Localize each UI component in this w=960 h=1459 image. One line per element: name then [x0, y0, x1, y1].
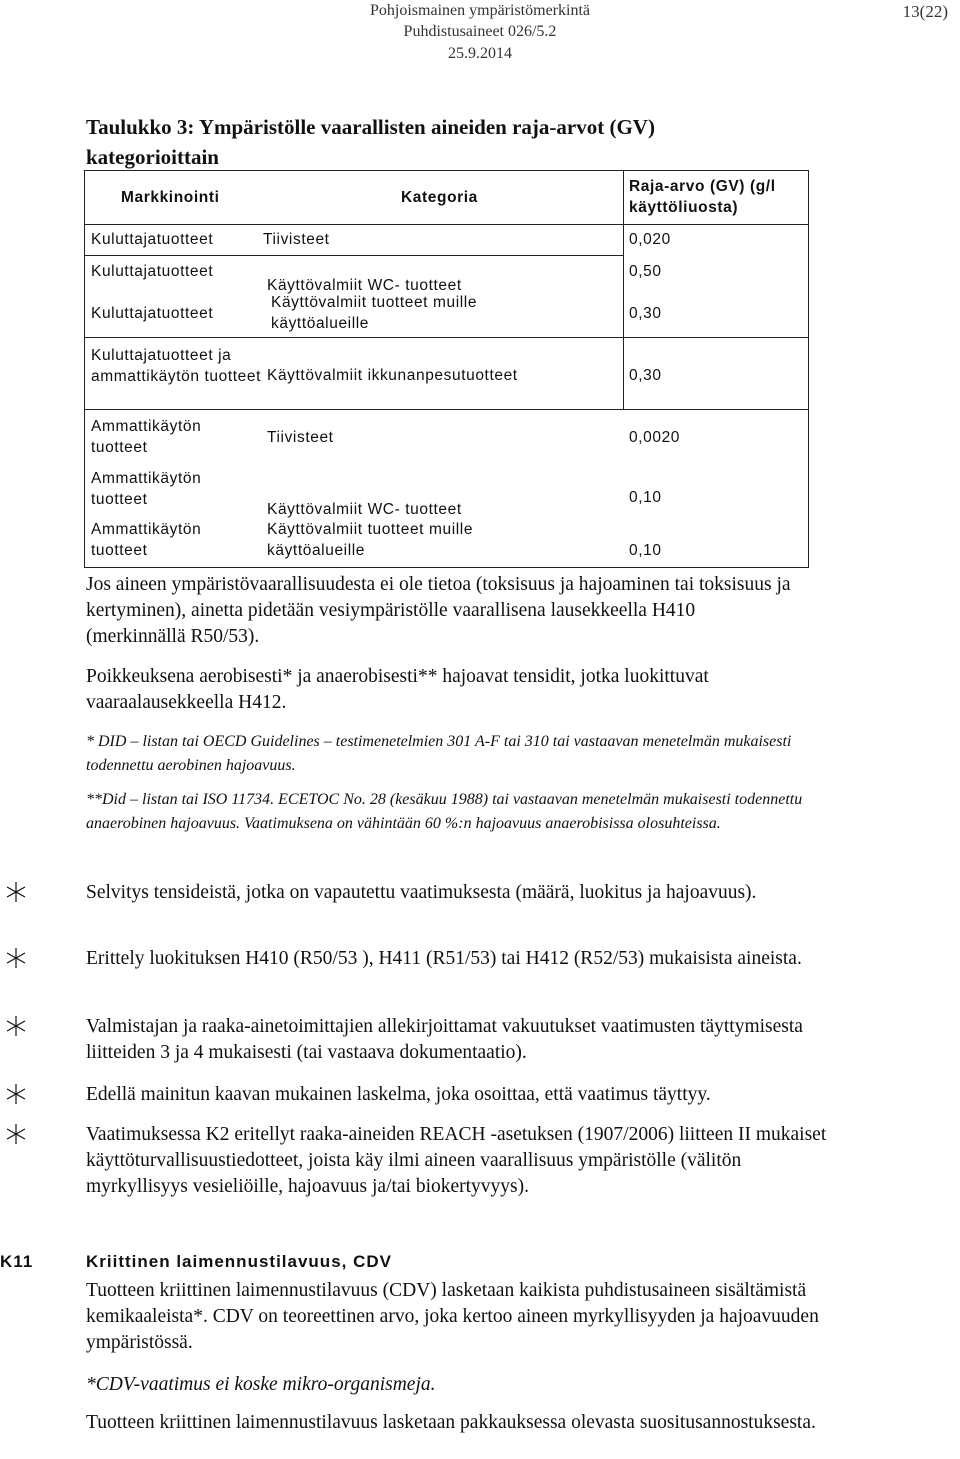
row1-raja-arvo: 0,020 — [629, 231, 671, 248]
limit-values-table — [84, 170, 809, 568]
table-row-divider — [85, 255, 624, 256]
row5-kategoria: Tiivisteet — [267, 429, 334, 446]
footnote-anaerobic: **Did – listan tai ISO 11734. ECETOC No. 28 (kesäkuu 1988) tai vastaavan menetelmän mukaisesti todennettu anaerobinen hajoavuus. Vaatimuksena on vähintään 60 %:n hajoavuus anaerobisissa olosuhteissa. — [86, 791, 803, 832]
table-row-divider — [85, 337, 808, 338]
requirement-text: Selvitys tensideistä, jotka on vapautettu vaatimuksesta (määrä, luokitus ja hajoavuus). — [86, 882, 757, 903]
paragraph-surfactant-exception: Poikkeuksena aerobisesti* ja anaerobisesti** hajoavat tensidit, jotka luokittuvat vaaraalausekkeella H412. — [86, 666, 709, 713]
asterisk-bullet-icon — [4, 946, 28, 970]
row5-markkinointi: Ammattikäytön tuotteet — [91, 418, 202, 456]
row2-raja-arvo: 0,50 — [629, 263, 662, 280]
row7-kategoria: Käyttövalmiit tuotteet muille käyttöalueille — [267, 521, 474, 559]
requirement-text: Vaatimuksessa K2 eritellyt raaka-aineiden REACH -asetuksen (1907/2006) liitteen II mukaiset käyttöturvallisuustiedotteet, joista käy ilmi aineen vaarallisuus ympäristölle (välitön myrkyllisyys vesieliöille, hajoavuus ja/tai biokertyvyys). — [86, 1124, 827, 1197]
page-number: 13(22) — [902, 2, 948, 21]
requirement-text: Valmistajan ja raaka-ainetoimittajien allekirjoittamat vakuutukset vaatimusten täyttymisesta liitteiden 3 ja 4 mukaisesti (tai vastaava dokumentaatio). — [86, 1016, 803, 1063]
row3-kategoria: Käyttövalmiit tuotteet muille käyttöalueille — [271, 294, 478, 332]
row7-markkinointi: Ammattikäytön tuotteet — [91, 521, 202, 559]
row4-markkinointi: Kuluttajatuotteet ja ammattikäytön tuotteet — [91, 347, 262, 385]
row2-markkinointi: Kuluttajatuotteet — [91, 263, 214, 280]
row2-kategoria: Käyttövalmiit WC- tuotteet — [267, 277, 462, 294]
row3-markkinointi: Kuluttajatuotteet — [91, 305, 214, 322]
requirement-text: Erittely luokituksen H410 (R50/53 ), H411 (R51/53) tai H412 (R52/53) mukaisista aineista. — [86, 948, 802, 969]
asterisk-bullet-icon — [4, 880, 28, 904]
row6-kategoria: Käyttövalmiit WC- tuotteet — [267, 501, 462, 518]
table-header-divider — [85, 224, 808, 225]
row1-kategoria: Tiivisteet — [263, 231, 330, 248]
table-row-divider — [85, 409, 808, 410]
requirement-text: Edellä mainitun kaavan mukainen laskelma, joka osoittaa, että vaatimus täyttyy. — [86, 1084, 711, 1105]
section-paragraph-cdv: Tuotteen kriittinen laimennustilavuus (CDV) lasketaan kaikista puhdistusaineen sisältämistä kemikaaleista*. CDV on teoreettinen arvo, joka kertoo aineen myrkyllisyyden ja hajoavuuden ympäristössä. — [86, 1280, 819, 1353]
section-paragraph-calculation: Tuotteen kriittinen laimennustilavuus lasketaan pakkauksessa olevasta suositusannostuksesta. — [86, 1412, 816, 1433]
row4-kategoria: Käyttövalmiit ikkunanpesutuotteet — [267, 367, 518, 384]
header-line-date: 25.9.2014 — [448, 45, 512, 62]
asterisk-bullet-icon — [4, 1122, 28, 1146]
footnote-aerobic: * DID – listan tai OECD Guidelines – testimenetelmien 301 A-F tai 310 tai vastaavan menetelmän mukaisesti todennettu aerobinen hajoavuus. — [86, 733, 792, 774]
row4-raja-arvo: 0,30 — [629, 367, 662, 384]
row5-raja-arvo: 0,0020 — [629, 429, 681, 446]
table-title: Taulukko 3: Ympäristölle vaarallisten aineiden raja-arvot (GV) kategorioittain — [86, 115, 655, 169]
header-kategoria: Kategoria — [401, 189, 478, 206]
asterisk-bullet-icon — [4, 1014, 28, 1038]
table-column-divider — [623, 171, 624, 409]
row1-markkinointi: Kuluttajatuotteet — [91, 231, 214, 248]
row7-raja-arvo: 0,10 — [629, 542, 662, 559]
header-line-document: Puhdistusaineet 026/5.2 — [403, 23, 557, 40]
section-code: K11 — [0, 1252, 34, 1271]
header-markkinointi: Markkinointi — [121, 189, 220, 206]
header-raja-arvo: Raja-arvo (GV) (g/l käyttöliuosta) — [629, 178, 776, 216]
header-line-organization: Pohjoismainen ympäristömerkintä — [370, 2, 590, 19]
section-title: Kriittinen laimennustilavuus, CDV — [86, 1252, 392, 1271]
asterisk-bullet-icon — [4, 1082, 28, 1106]
row3-raja-arvo: 0,30 — [629, 305, 662, 322]
section-note-cdv: *CDV-vaatimus ei koske mikro-organismeja. — [86, 1374, 436, 1395]
row6-raja-arvo: 0,10 — [629, 489, 662, 506]
paragraph-environmental-hazard: Jos aineen ympäristövaarallisuudesta ei ole tietoa (toksisuus ja hajoaminen tai toksisuus ja kertyminen), ainetta pidetään vesiympäristölle vaarallisena lausekkeella H410 (merkinnällä R50/53). — [86, 574, 791, 647]
row6-markkinointi: Ammattikäytön tuotteet — [91, 470, 202, 508]
